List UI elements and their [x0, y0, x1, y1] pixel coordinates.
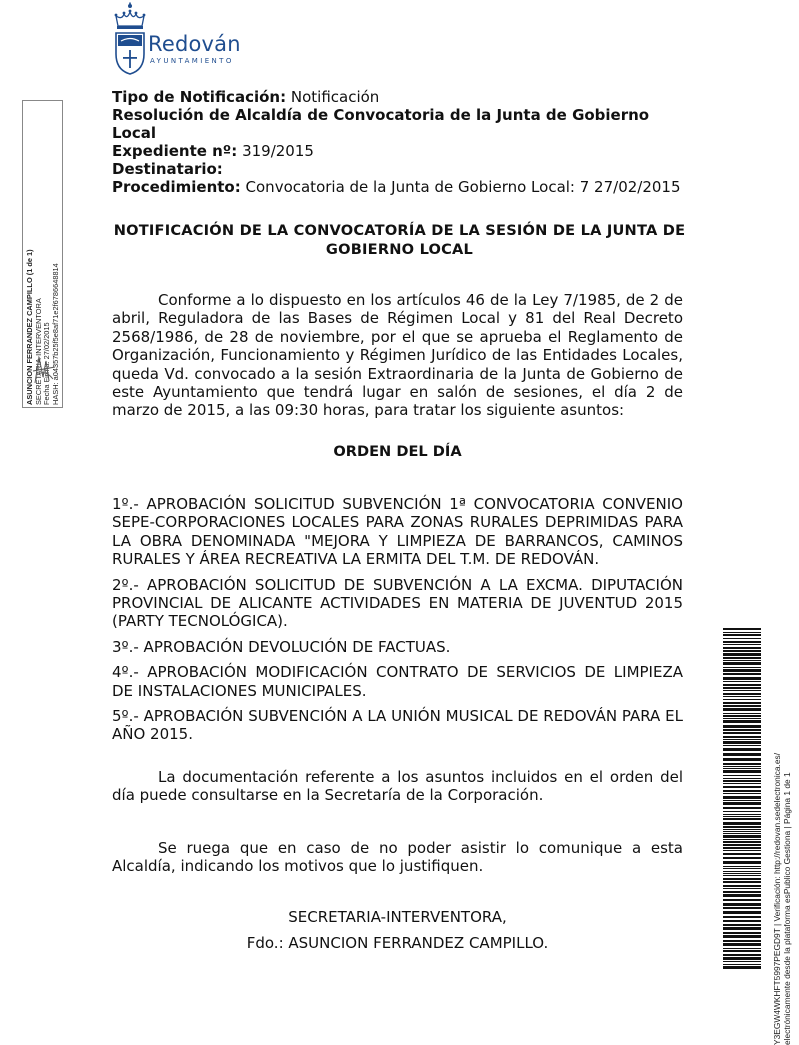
barcode-bar [723, 932, 761, 934]
barcode-bar [723, 741, 761, 744]
barcode-bar [723, 696, 761, 697]
barcode-bar [723, 829, 761, 830]
barcode-bar [723, 839, 761, 840]
verification-line: Y3EGW4WKHFT5997PEGD9T | Verificación: http://redovan.sedelectronica.es/ [771, 752, 782, 1045]
barcode-bar [723, 768, 761, 769]
barcode-bar [723, 628, 761, 630]
barcode-bar [723, 888, 761, 889]
barcode-bar [723, 894, 761, 897]
barcode-bar [723, 793, 761, 794]
barcode-bar [723, 818, 761, 820]
tipo-label: Tipo de Notificación: [112, 88, 287, 106]
barcode-bar [723, 786, 761, 788]
signature-date: Fecha Firma: 27/02/2015 [42, 322, 51, 405]
barcode-bar [723, 650, 761, 652]
barcode-bar [723, 677, 761, 680]
barcode-bar [723, 950, 761, 952]
agenda-item: 5º.- APROBACIÓN SUBVENCIÓN A LA UNIÓN MUSICAL DE REDOVÁN PARA EL AÑO 2015. [112, 707, 683, 744]
barcode-bar [723, 796, 761, 799]
barcode-bar [723, 920, 761, 922]
barcode-bar [723, 778, 761, 779]
barcode-bar [723, 669, 761, 672]
barcode-bar [723, 835, 761, 838]
barcode-bar [723, 826, 761, 828]
agenda-list [112, 495, 683, 751]
barcode-bar [723, 868, 761, 869]
barcode-bar [723, 924, 761, 926]
barcode-bar [723, 831, 761, 832]
barcode-bar [723, 780, 761, 782]
document-title: NOTIFICACIÓN DE LA CONVOCATORÍA DE LA SESIÓN DE LA JUNTA DE GOBIERNO LOCAL [113, 222, 686, 258]
barcode-bar [723, 881, 761, 883]
barcode-bar [723, 907, 761, 909]
barcode-bar [723, 753, 761, 756]
intro-paragraph: Conforme a lo dispuesto en los artículos 46 de la Ley 7/1985, de 2 de abril, Reguladora de las Bases de Régimen Local y 81 del Real Decreto 2568/1986, de 28 de noviembre, por el que se aprueba el Reglamento de Organización, Funcionamiento y Régimen Jurídico de las Entidades Locales, queda Vd. convocado a la sesión Extraordinaria de la Junta de Gobierno de este Ayuntamiento que tendrá lugar en salón de sesiones, el día 2 de marzo de 2015, a las 09:30 horas, para tratar los siguiente asuntos: [112, 291, 683, 420]
barcode-bar [723, 927, 761, 930]
barcode-bar [723, 653, 761, 656]
barcode-bar [723, 871, 761, 872]
barcode-bar [723, 644, 761, 645]
barcode-bar [723, 814, 761, 815]
barcode-bar [723, 763, 761, 765]
barcode-bar [723, 878, 761, 880]
barcode-bar [723, 802, 761, 805]
agenda-item: 2º.- APROBACIÓN SOLICITUD DE SUBVENCIÓN A LA EXCMA. DIPUTACIÓN PROVINCIAL DE ALICANTE ACTIVIDADES EN MATERIA DE JUVENTUD 2015 (PARTY TECNOLÓGICA). [112, 575, 683, 631]
barcode-bar [723, 853, 761, 855]
barcode-bar [723, 718, 761, 719]
verification-line: electrónicamente desde la plataforma esPublico Gestiona | Página 1 de 1 [782, 772, 792, 1045]
barcode-bar [723, 748, 761, 751]
barcode-bar [723, 841, 761, 843]
barcode-bar [723, 705, 761, 707]
barcode-bar [723, 684, 761, 686]
barcode-bar [723, 641, 761, 643]
verification-text [772, 625, 792, 1045]
barcode-bar [723, 770, 761, 773]
logo-subtitle: AYUNTAMIENTO [150, 57, 234, 65]
resolucion-text: Resolución de Alcaldía de Convocatoria de la Junta de Gobierno Local [112, 106, 650, 142]
barcode-bar [723, 736, 761, 738]
barcode [723, 628, 761, 971]
signer-name: ASUNCION FERRANDEZ CAMPILLO (1 de 1) [24, 249, 34, 405]
signature-role: SECRETARIA-INTERVENTORA, [288, 908, 507, 926]
barcode-bar [723, 667, 761, 668]
handwritten-signature-icon [31, 353, 57, 387]
barcode-bar [723, 699, 761, 700]
barcode-bar [723, 702, 761, 704]
barcode-bar [723, 720, 761, 723]
expediente-label: Expediente nº: [112, 142, 238, 160]
barcode-bar [723, 657, 761, 659]
expediente-value: 319/2015 [242, 142, 314, 160]
barcode-bar [723, 873, 761, 874]
procedimiento-label: Procedimiento: [112, 178, 241, 196]
barcode-bar [723, 690, 761, 691]
barcode-bar [723, 940, 761, 942]
barcode-bar [723, 687, 761, 689]
barcode-bar [723, 954, 761, 956]
barcode-bar [723, 638, 761, 639]
barcode-bar [723, 891, 761, 893]
barcode-bar [723, 729, 761, 731]
agenda-item: 3º.- APROBACIÓN DEVOLUCIÓN DE FACTUAS. [112, 637, 451, 656]
barcode-bar [723, 847, 761, 849]
barcode-bar [723, 800, 761, 801]
barcode-bar [723, 647, 761, 649]
signature-name: Fdo.: ASUNCION FERRANDEZ CAMPILLO. [246, 934, 549, 952]
barcode-bar [723, 916, 761, 918]
documentacion-paragraph: La documentación referente a los asuntos incluidos en el orden del día puede consultarse en la Secretaría de la Corporación. [112, 768, 683, 805]
barcode-bar [723, 713, 761, 714]
barcode-bar [723, 911, 761, 914]
logo-name: Redován [148, 32, 241, 56]
ayuntamiento-logo [110, 2, 250, 76]
barcode-bar [723, 903, 761, 906]
ruego-paragraph: Se ruega que en caso de no poder asistir lo comunique a esta Alcaldía, indicando los motivos que lo justifiquen. [112, 839, 683, 876]
barcode-bar [723, 816, 761, 817]
agenda-item: 4º.- APROBACIÓN MODIFICACIÓN CONTRATO DE SERVICIOS DE LIMPIEZA DE INSTALACIONES MUNICIPALES. [112, 663, 683, 700]
barcode-bar [723, 758, 761, 761]
barcode-bar [723, 935, 761, 938]
barcode-bar [723, 957, 761, 960]
barcode-bar [723, 662, 761, 665]
barcode-bar [723, 899, 761, 901]
barcode-bar [723, 866, 761, 867]
barcode-bar [723, 775, 761, 776]
barcode-bar [723, 807, 761, 809]
barcode-bar [723, 961, 761, 962]
tipo-value: Notificación [290, 88, 380, 106]
barcode-bar [723, 861, 761, 864]
barcode-bar [723, 634, 761, 636]
barcode-bar [723, 833, 761, 834]
barcode-bar [723, 850, 761, 851]
barcode-bar [723, 966, 761, 969]
orden-del-dia-title: ORDEN DEL DÍA [333, 443, 462, 460]
barcode-bar [723, 745, 761, 746]
barcode-bar [723, 708, 761, 711]
barcode-bar [723, 964, 761, 965]
barcode-bar [723, 681, 761, 682]
barcode-bar [723, 822, 761, 825]
crown-shield-icon [110, 2, 150, 76]
barcode-bar [723, 943, 761, 946]
procedimiento-value: Convocatoria de la Junta de Gobierno Local: 7 27/02/2015 [245, 178, 681, 196]
barcode-bar [723, 811, 761, 812]
barcode-bar [723, 844, 761, 846]
barcode-bar [723, 783, 761, 784]
barcode-bar [723, 715, 761, 717]
barcode-bar [723, 660, 761, 661]
barcode-bar [723, 725, 761, 728]
notification-header [112, 88, 692, 196]
barcode-bar [723, 632, 761, 633]
barcode-bar [723, 673, 761, 675]
barcode-bar [723, 790, 761, 792]
destinatario-label: Destinatario: [112, 160, 223, 178]
barcode-bar [723, 948, 761, 949]
signer-role: SECRETARIA-INTERVENTORA [33, 298, 43, 405]
barcode-bar [723, 739, 761, 740]
barcode-bar [723, 693, 761, 695]
barcode-bar [723, 875, 761, 876]
signature-hash: HASH: a04357b25f5e8af71e2f6786648814 [50, 263, 60, 405]
barcode-bar [723, 766, 761, 767]
agenda-item: 1º.- APROBACIÓN SOLICITUD SUBVENCIÓN 1ª CONVOCATORIA CONVENIO SEPE-CORPORACIONES LOCALES PARA ZONAS RURALES DEPRIMIDAS PARA LA OBRA DENOMINADA "MEJORA Y LIMPIEZA DE BARRANCOS, CAMINOS RURALES Y ÁREA RECREATIVA LA ERMITA DEL T.M. DE REDOVÁN. [112, 495, 683, 569]
barcode-bar [723, 857, 761, 859]
barcode-bar [723, 732, 761, 734]
signature-stamp [22, 100, 63, 408]
barcode-bar [723, 885, 761, 887]
